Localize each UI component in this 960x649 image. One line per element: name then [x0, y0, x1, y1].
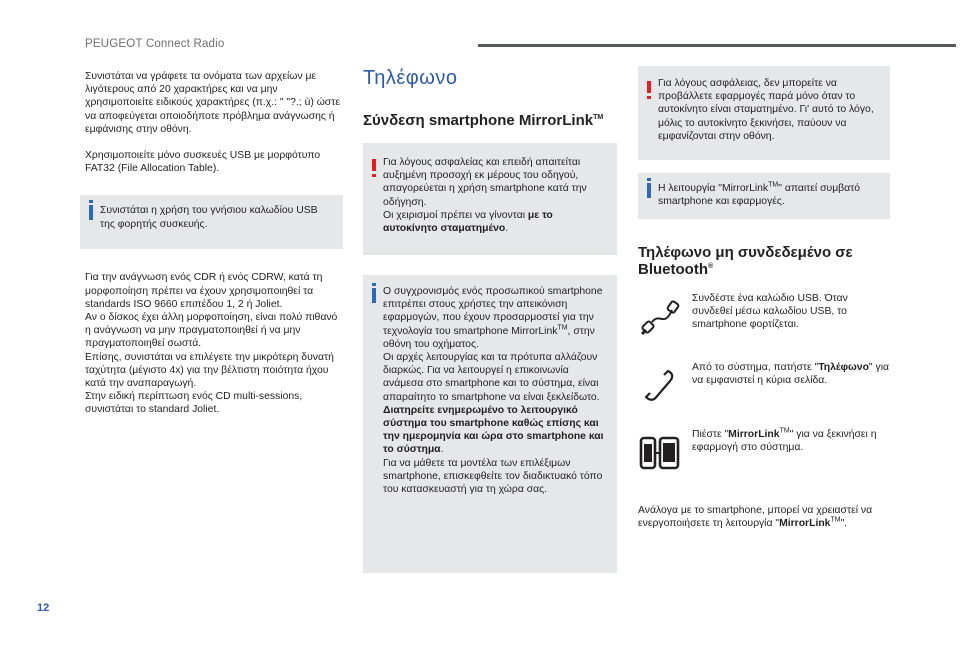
compat-part: Η λειτουργία "MirrorLink [658, 183, 769, 194]
final-bold: MirrorLink [779, 518, 831, 530]
info-box-text: Συνιστάται η χρήση του γνήσιου καλωδίου USB της φορητής συσκευής. [100, 205, 318, 230]
step-usb-text: Συνδέστε ένα καλώδιο USB. Όταν συνδεθεί μέσω καλωδίου USB, το smartphone φορτίζεται. [692, 293, 848, 331]
step-phone [638, 361, 890, 423]
info-icon [647, 183, 651, 198]
column-right [638, 66, 890, 530]
warning-text: Για λόγους ασφαλείας και επειδή απαιτείται αυξημένη προσοχή εκ μέρους του οδηγού, απαγορεύεται η χρήση smartphone κατά την οδήγηση. [383, 157, 587, 208]
heading-superscript: ® [707, 263, 714, 270]
step-phone-part-2: " για να εμφανιστεί η κύρια σελίδα. [692, 362, 890, 387]
info-sync-sup: TM [557, 324, 568, 332]
final-part: Ανάλογα με το smartphone, μπορεί να χρειαστεί να ενεργοποιήσετε τη λειτουργία " [638, 505, 873, 530]
step-mirrorlink-text [692, 428, 890, 454]
step-ml-part: Πιέστε " [692, 429, 729, 440]
compat-part-2: " απαιτεί συμβατό smartphone και εφαρμογές. [658, 183, 861, 208]
compat-text [658, 182, 881, 208]
info-models: Για να μάθετε τα μοντέλα των επιλέξιμων smartphone, επισκεφθείτε τον διαδικτυακό τόπο του κατασκευαστή για τη χώρα σας. [383, 457, 603, 496]
final-sup: TM [830, 516, 841, 524]
phone-handset-icon [638, 367, 682, 407]
column-middle [363, 66, 617, 573]
info-sync-part: Ο συγχρονισμός ενός προσωπικού smartphone επιτρέπει στους χρήστες την απεικόνιση εφαρμογών, που έχουν προσαρμοστεί για την τεχνολογία του smartphone MirrorLink [383, 286, 603, 337]
final-part-2: ". [840, 518, 848, 530]
column-left [85, 70, 343, 417]
cd-line: Στην ειδική περίπτωση ενός CD multi-sessions, συνιστάται το standard Joliet. [85, 391, 303, 416]
info-box-usb-cable [80, 195, 343, 249]
info-bold: Διατηρείτε ενημερωμένο το λειτουργικό σύστημα του smartphone καθώς επίσης και την ημερομηνία και ώρα στο smartphone και το σύστημα [383, 404, 604, 456]
paragraph-cd-formats [85, 271, 343, 416]
cd-line: Αν ο δίσκος έχει άλλη μορφοποίηση, είναι πολύ πιθανό η ανάγνωση να μην πραγματοποιηθεί ή να μην πραγματοποιηθεί σωστά. [85, 312, 338, 350]
step-ml-bold: MirrorLink [728, 429, 780, 440]
step-phone-bold: Τηλέφωνο [818, 362, 869, 373]
heading-text: Σύνδεση smartphone MirrorLink [363, 112, 594, 129]
step-ml-sup: TM [779, 427, 790, 435]
step-mirrorlink [638, 428, 890, 492]
warning-box-apps [638, 66, 890, 160]
header-title: PEUGEOT Connect Radio [85, 38, 225, 50]
warning-bold: με το αυτοκίνητο σταματημένο [383, 209, 553, 235]
page-number: 12 [37, 602, 50, 614]
heading-text: Τηλέφωνο μη συνδεδεμένο σε Bluetooth [638, 244, 853, 278]
step-phone-text [692, 361, 890, 387]
info-box-compatibility [638, 173, 890, 219]
warning-icon [647, 81, 651, 93]
warning-text-prefix: Οι χειρισμοί πρέπει να γίνονται [383, 209, 526, 221]
step-phone-part: Από το σύστημα, πατήστε " [692, 362, 819, 373]
cd-line: Επίσης, συνιστάται να επιλέγετε την μικρότερη δυνατή ταχύτητα (μέγιστο 4x) για την βέλτιστη ποιότητα ήχου κατά την αναπαραγωγή. [85, 351, 334, 390]
header-rule [478, 44, 956, 47]
mirrorlink-icon [638, 434, 682, 474]
warning-box-driving [363, 143, 617, 255]
paragraph-usb-format: Χρησιμοποιείτε μόνο συσκευές USB με μορφότυπο FAT32 (File Allocation Table). [85, 150, 321, 175]
paragraph-filenames: Συνιστάται να γράφετε τα ονόματα των αρχείων με λιγότερους από 20 χαρακτήρες και να μην χρησιμοποιείτε ειδικούς χαρακτήρες (π.χ.: " "?.; ù) ώστε να αποφεύγεται οποιοδήποτε πρόβλημα ανάγνωσης ή εμφάνισης στην οθόνη. [85, 71, 340, 135]
info-principles: Οι αρχές λειτουργίας και τα πρότυπα αλλάζουν διαρκώς. Για να λειτουργεί η επικοινωνία ανάμεσα στο smartphone και το σύστημα, είναι απαραίτητο το smartphone να είναι ξεκλείδωτο. [383, 352, 600, 403]
step-usb [638, 292, 890, 354]
heading-mirrorlink [363, 112, 617, 129]
info-sync-text [383, 285, 608, 351]
info-icon [372, 288, 376, 303]
cd-line: Για την ανάγνωση ενός CDR ή ενός CDRW, κατά τη μορφοποίηση πρέπει να έχουν χρησιμοποιηθεί τα standards ISO 9660 επιπέδου 1, 2 ή Joliet. [85, 272, 323, 310]
warning-apps-text: Για λόγους ασφάλειας, δεν μπορείτε να προβάλλετε εφαρμογές παρά μόνο όταν το αυτοκίνητο είναι σταματημένο. Γι' αυτό το λόγο, μόλις το αυτοκίνητο ξεκινήσει, παύουν να εμφανίζονται στην οθόνη. [658, 78, 874, 142]
final-note [638, 504, 890, 530]
heading-no-bluetooth [638, 244, 890, 278]
info-box-sync [363, 275, 617, 573]
compat-sup: TM [768, 181, 779, 189]
info-icon [89, 205, 93, 220]
warning-text-2: Οι χειρισμοί πρέπει να γίνονται με το αυτοκίνητο σταματημένο. [383, 209, 553, 235]
info-bold-text: Διατηρείτε ενημερωμένο το λειτουργικό σύστημα του smartphone καθώς επίσης και την ημερομηνία και ώρα στο smartphone και το σύστημα. [383, 404, 604, 456]
step-ml-part-2: " για να ξεκινήσει η εφαρμογή στο σύστημα. [692, 429, 877, 454]
section-title: Τηλέφωνο [363, 67, 458, 89]
heading-superscript: TM [593, 114, 604, 121]
usb-cable-icon [638, 298, 682, 338]
warning-icon [372, 159, 376, 171]
info-sync-part-2: , στην οθόνη του οχήματος. [383, 325, 595, 350]
